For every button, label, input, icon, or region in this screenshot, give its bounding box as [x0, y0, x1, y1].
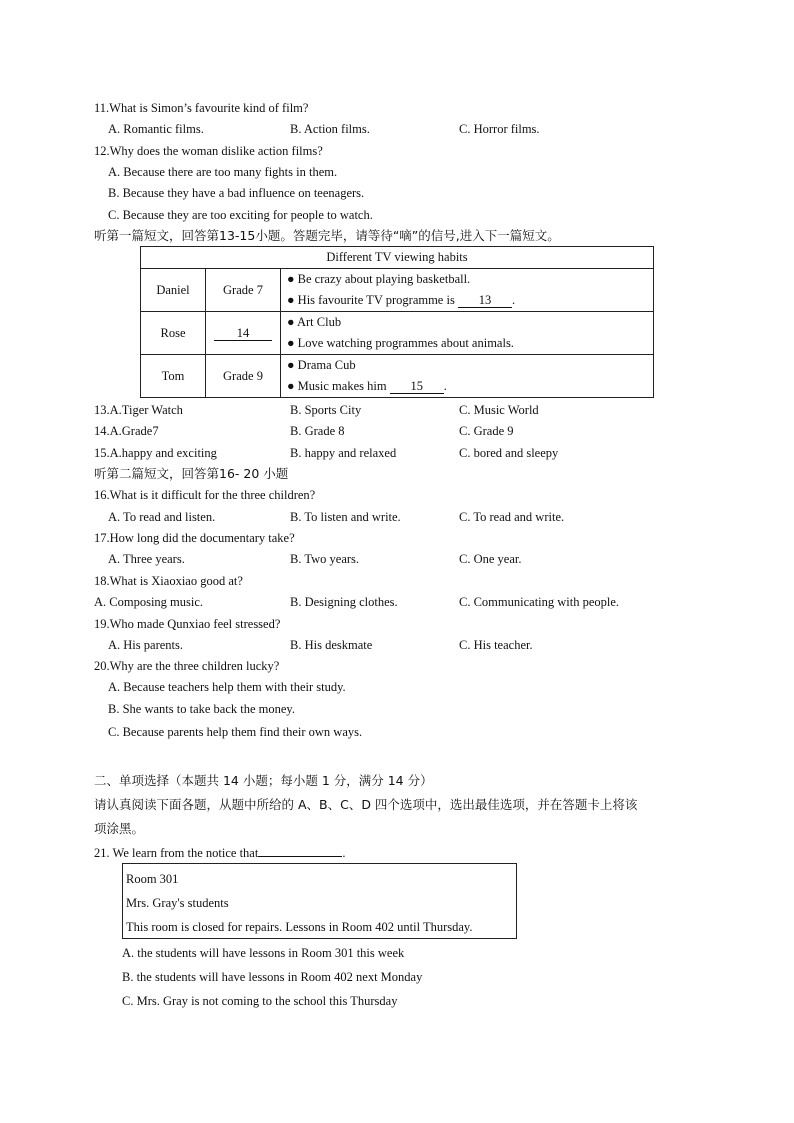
q20-option-c: C. Because parents help them find their own ways. [108, 725, 363, 739]
q13-option-c: C. Music World [459, 403, 539, 417]
habit-description [281, 312, 654, 355]
student-grade: Grade 7 [206, 269, 281, 312]
q14-option-a: 14.A.Grade7 [94, 424, 159, 438]
student-name: Rose [141, 312, 206, 355]
section2-heading: 二、单项选择（本题共 14 小题；每小题 1 分，满分 14 分） [94, 773, 433, 788]
q11-stem: 11.What is Simon’s favourite kind of film? [94, 101, 309, 115]
habit-period: . [511, 293, 516, 307]
passage2-instruction: 听第二篇短文，回答第16- 20 小题 [94, 466, 289, 481]
blank-13: 13 [458, 294, 512, 308]
blank-14: 14 [214, 327, 272, 341]
q21-stem-period: . [342, 846, 346, 860]
q21-answer-blank [258, 856, 342, 857]
table-title: Different TV viewing habits [141, 247, 654, 269]
passage1-instruction: 听第一篇短文，回答第13-15小题。答题完毕，请等待“嘀”的信号,进入下一篇短文。 [94, 228, 560, 243]
habit-line: ● Love watching programmes about animals. [287, 336, 514, 350]
student-name: Tom [141, 355, 206, 398]
q14-option-b: B. Grade 8 [290, 424, 345, 438]
q13-option-b: B. Sports City [290, 403, 362, 417]
notice-line: This room is closed for repairs. Lessons in Room 402 until Thursday. [126, 920, 473, 934]
q12-stem: 12.Why does the woman dislike action films? [94, 144, 323, 158]
q16-option-a: A. To read and listen. [108, 510, 216, 524]
q20-option-a: A. Because teachers help them with their study. [108, 680, 346, 694]
q11-option-b: B. Action films. [290, 122, 370, 136]
table-row [141, 355, 654, 398]
q17-stem: 17.How long did the documentary take? [94, 531, 295, 545]
q21-stem [94, 845, 345, 861]
q19-option-b: B. His deskmate [290, 638, 373, 652]
notice-line: Mrs. Gray's students [126, 896, 229, 910]
student-grade: Grade 9 [206, 355, 281, 398]
q20-option-b: B. She wants to take back the money. [108, 702, 295, 716]
q13-option-a: 13.A.Tiger Watch [94, 403, 183, 417]
q18-stem: 18.What is Xiaoxiao good at? [94, 574, 243, 588]
q19-option-a: A. His parents. [108, 638, 183, 652]
tv-habits-table [140, 246, 654, 398]
q17-option-b: B. Two years. [290, 552, 360, 566]
habit-description [281, 355, 654, 398]
section2-instruction-line2: 项涂黑。 [94, 821, 145, 836]
q19-option-c: C. His teacher. [459, 638, 533, 652]
q12-option-b: B. Because they have a bad influence on teenagers. [108, 186, 365, 200]
q15-option-b: B. happy and relaxed [290, 446, 397, 460]
q15-option-c: C. bored and sleepy [459, 446, 559, 460]
habit-text: ● Music makes him [287, 379, 390, 393]
habit-text: ● His favourite TV programme is [287, 293, 458, 307]
table-row [141, 312, 654, 355]
q11-option-c: C. Horror films. [459, 122, 540, 136]
q19-stem: 19.Who made Qunxiao feel stressed? [94, 617, 281, 631]
blank-15: 15 [390, 380, 444, 394]
q16-option-b: B. To listen and write. [290, 510, 401, 524]
q14-option-c: C. Grade 9 [459, 424, 514, 438]
section2-instruction-line1: 请认真阅读下面各题，从题中所给的 A、B、C、D 四个选项中，选出最佳选项，并在答题卡上将该 [94, 797, 638, 812]
q20-stem: 20.Why are the three children lucky? [94, 659, 280, 673]
q18-option-c: C. Communicating with people. [459, 595, 620, 609]
q18-option-a: A. Composing music. [94, 595, 204, 609]
student-grade [206, 312, 281, 355]
habit-line: ● Be crazy about playing basketball. [287, 272, 471, 286]
habit-description [281, 269, 654, 312]
student-name: Daniel [141, 269, 206, 312]
habit-line: ● Drama Cub [287, 358, 356, 372]
q16-stem: 16.What is it difficult for the three children? [94, 488, 316, 502]
habit-line [287, 290, 653, 311]
notice-line: Room 301 [126, 872, 179, 886]
q16-option-c: C. To read and write. [459, 510, 565, 524]
q21-option-c: C. Mrs. Gray is not coming to the school this Thursday [122, 994, 398, 1008]
q21-stem-text: 21. We learn from the notice that [94, 846, 259, 860]
habit-line: ● Art Club [287, 315, 342, 329]
habit-line [287, 376, 653, 397]
q15-option-a: 15.A.happy and exciting [94, 446, 217, 460]
notice-box [122, 863, 517, 939]
q17-option-c: C. One year. [459, 552, 522, 566]
q11-option-a: A. Romantic films. [108, 122, 204, 136]
q21-option-a: A. the students will have lessons in Room 301 this week [122, 946, 405, 960]
q21-option-b: B. the students will have lessons in Room 402 next Monday [122, 970, 423, 984]
q12-option-a: A. Because there are too many fights in them. [108, 165, 338, 179]
habit-period: . [443, 379, 447, 393]
q17-option-a: A. Three years. [108, 552, 185, 566]
q12-option-c: C. Because they are too exciting for people to watch. [108, 208, 373, 222]
table-row [141, 269, 654, 312]
q18-option-b: B. Designing clothes. [290, 595, 398, 609]
